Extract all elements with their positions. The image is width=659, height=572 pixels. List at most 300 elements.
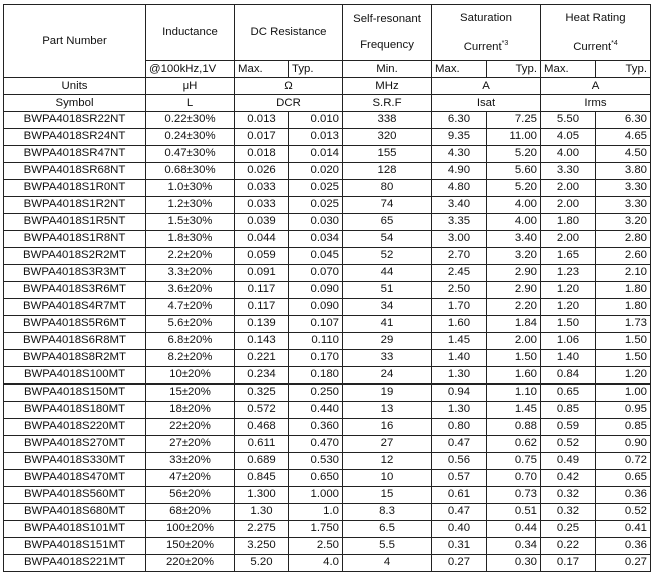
dcr-max-cell: 5.20 [235, 554, 289, 571]
dcr-max-cell: 1.300 [235, 486, 289, 503]
irms-typ-cell: 6.30 [596, 111, 651, 128]
header-srf-min: Min. [343, 60, 432, 77]
irms-max-cell: 0.32 [541, 503, 596, 520]
inductance-cell: 56±20% [146, 486, 235, 503]
dcr-typ-cell: 0.360 [289, 418, 343, 435]
units-dcr: Ω [235, 77, 343, 94]
isat-max-cell: 0.47 [432, 435, 487, 452]
header-srf-line1: Self-resonant [353, 13, 421, 26]
srf-cell: 320 [343, 128, 432, 145]
irms-max-cell: 0.32 [541, 486, 596, 503]
dcr-max-cell: 1.30 [235, 503, 289, 520]
srf-cell: 13 [343, 401, 432, 418]
irms-typ-cell: 2.10 [596, 264, 651, 281]
table-row [4, 247, 651, 264]
part-number-cell: BWPA4018S330MT [4, 452, 146, 469]
isat-max-cell: 0.27 [432, 554, 487, 571]
part-number-cell: BWPA4018S180MT [4, 401, 146, 418]
part-number-cell: BWPA4018S6R8MT [4, 332, 146, 349]
part-number-cell: BWPA4018S1R5NT [4, 213, 146, 230]
header-saturation-current: Current [463, 40, 502, 53]
table-row [4, 537, 651, 554]
dcr-typ-cell: 0.440 [289, 401, 343, 418]
srf-cell: 6.5 [343, 520, 432, 537]
dcr-max-cell: 0.468 [235, 418, 289, 435]
header-saturation-line1: Saturation [460, 12, 512, 24]
units-inductance: μH [146, 77, 235, 94]
srf-cell: 338 [343, 111, 432, 128]
dcr-typ-cell: 1.0 [289, 503, 343, 520]
dcr-max-cell: 0.039 [235, 213, 289, 230]
part-number-cell: BWPA4018S1R0NT [4, 179, 146, 196]
header-heat-line1: Heat Rating [565, 12, 626, 24]
table-row [4, 435, 651, 452]
symbol-srf: S.R.F [343, 94, 432, 111]
part-number-cell: BWPA4018SR22NT [4, 111, 146, 128]
dcr-max-cell: 0.091 [235, 264, 289, 281]
srf-cell: 12 [343, 452, 432, 469]
dcr-max-cell: 0.611 [235, 435, 289, 452]
irms-max-cell: 0.22 [541, 537, 596, 554]
table-row [4, 384, 651, 402]
isat-typ-cell: 1.10 [487, 384, 541, 402]
table-row [4, 111, 651, 128]
symbol-irms: Irms [541, 94, 651, 111]
part-number-cell: BWPA4018S1R2NT [4, 196, 146, 213]
isat-typ-cell: 3.20 [487, 247, 541, 264]
header-irms-max: Max. [541, 60, 596, 77]
part-number-cell: BWPA4018S4R7MT [4, 298, 146, 315]
dcr-typ-cell: 0.090 [289, 298, 343, 315]
units-isat: A [432, 77, 541, 94]
isat-max-cell: 0.40 [432, 520, 487, 537]
srf-cell: 52 [343, 247, 432, 264]
dcr-max-cell: 0.117 [235, 298, 289, 315]
isat-typ-cell: 5.20 [487, 179, 541, 196]
isat-typ-cell: 1.50 [487, 349, 541, 366]
dcr-typ-cell: 1.750 [289, 520, 343, 537]
header-inductance-condition: @100kHz,1V [146, 60, 235, 77]
dcr-typ-cell: 0.090 [289, 281, 343, 298]
irms-max-cell: 5.50 [541, 111, 596, 128]
inductance-cell: 18±20% [146, 401, 235, 418]
inductance-cell: 0.47±30% [146, 145, 235, 162]
symbol-label: Symbol [4, 94, 146, 111]
irms-typ-cell: 1.50 [596, 349, 651, 366]
irms-max-cell: 4.00 [541, 145, 596, 162]
header-srf [343, 5, 432, 61]
isat-typ-cell: 2.90 [487, 281, 541, 298]
isat-max-cell: 3.00 [432, 230, 487, 247]
dcr-max-cell: 0.572 [235, 401, 289, 418]
isat-typ-cell: 3.40 [487, 230, 541, 247]
dcr-typ-cell: 0.530 [289, 452, 343, 469]
isat-typ-cell: 7.25 [487, 111, 541, 128]
dcr-typ-cell: 0.030 [289, 213, 343, 230]
table-row [4, 179, 651, 196]
inductance-cell: 1.2±30% [146, 196, 235, 213]
srf-cell: 80 [343, 179, 432, 196]
isat-typ-cell: 1.45 [487, 401, 541, 418]
irms-typ-cell: 0.90 [596, 435, 651, 452]
dcr-max-cell: 0.018 [235, 145, 289, 162]
irms-max-cell: 3.30 [541, 162, 596, 179]
part-number-cell: BWPA4018SR47NT [4, 145, 146, 162]
irms-max-cell: 0.85 [541, 401, 596, 418]
inductance-cell: 10±20% [146, 366, 235, 384]
isat-typ-cell: 0.34 [487, 537, 541, 554]
irms-max-cell: 1.06 [541, 332, 596, 349]
irms-typ-cell: 1.50 [596, 332, 651, 349]
table-row [4, 418, 651, 435]
table-row [4, 401, 651, 418]
isat-max-cell: 4.30 [432, 145, 487, 162]
srf-cell: 54 [343, 230, 432, 247]
table-row [4, 486, 651, 503]
dcr-typ-cell: 0.110 [289, 332, 343, 349]
srf-cell: 44 [343, 264, 432, 281]
irms-typ-cell: 0.36 [596, 486, 651, 503]
dcr-max-cell: 0.689 [235, 452, 289, 469]
units-row [4, 77, 651, 94]
isat-typ-cell: 1.60 [487, 366, 541, 384]
isat-typ-cell: 5.60 [487, 162, 541, 179]
irms-typ-cell: 4.65 [596, 128, 651, 145]
srf-cell: 24 [343, 366, 432, 384]
table-row [4, 452, 651, 469]
part-number-cell: BWPA4018S100MT [4, 366, 146, 384]
inductance-cell: 0.68±30% [146, 162, 235, 179]
isat-max-cell: 2.70 [432, 247, 487, 264]
isat-typ-cell: 1.84 [487, 315, 541, 332]
dcr-max-cell: 2.275 [235, 520, 289, 537]
isat-max-cell: 2.45 [432, 264, 487, 281]
part-number-cell: BWPA4018S3R3MT [4, 264, 146, 281]
srf-cell: 41 [343, 315, 432, 332]
part-number-cell: BWPA4018S5R6MT [4, 315, 146, 332]
srf-cell: 34 [343, 298, 432, 315]
header-heat-rating [541, 5, 651, 61]
isat-typ-cell: 0.44 [487, 520, 541, 537]
isat-typ-cell: 0.73 [487, 486, 541, 503]
inductor-spec-table [3, 4, 651, 572]
header-dcr-max: Max. [235, 60, 289, 77]
units-srf: MHz [343, 77, 432, 94]
inductance-cell: 47±20% [146, 469, 235, 486]
isat-typ-cell: 4.00 [487, 196, 541, 213]
dcr-max-cell: 0.845 [235, 469, 289, 486]
spec-table-container [3, 4, 651, 572]
symbol-dcr: DCR [235, 94, 343, 111]
isat-max-cell: 1.30 [432, 366, 487, 384]
irms-typ-cell: 4.50 [596, 145, 651, 162]
header-inductance: Inductance [146, 5, 235, 61]
irms-typ-cell: 1.80 [596, 281, 651, 298]
inductance-cell: 33±20% [146, 452, 235, 469]
irms-max-cell: 4.05 [541, 128, 596, 145]
inductance-cell: 0.22±30% [146, 111, 235, 128]
part-number-cell: BWPA4018S150MT [4, 384, 146, 402]
isat-max-cell: 0.47 [432, 503, 487, 520]
part-number-cell: BWPA4018S560MT [4, 486, 146, 503]
isat-max-cell: 0.56 [432, 452, 487, 469]
inductance-cell: 27±20% [146, 435, 235, 452]
part-number-cell: BWPA4018S680MT [4, 503, 146, 520]
table-row [4, 145, 651, 162]
isat-typ-cell: 0.62 [487, 435, 541, 452]
irms-typ-cell: 3.30 [596, 196, 651, 213]
dcr-max-cell: 0.059 [235, 247, 289, 264]
irms-max-cell: 2.00 [541, 230, 596, 247]
dcr-max-cell: 0.033 [235, 179, 289, 196]
irms-max-cell: 0.49 [541, 452, 596, 469]
inductance-cell: 22±20% [146, 418, 235, 435]
dcr-typ-cell: 0.250 [289, 384, 343, 402]
isat-max-cell: 0.61 [432, 486, 487, 503]
table-row [4, 332, 651, 349]
irms-typ-cell: 0.27 [596, 554, 651, 571]
table-row [4, 315, 651, 332]
dcr-typ-cell: 0.170 [289, 349, 343, 366]
irms-max-cell: 0.84 [541, 366, 596, 384]
isat-typ-cell: 2.20 [487, 298, 541, 315]
irms-max-cell: 1.80 [541, 213, 596, 230]
dcr-typ-cell: 0.650 [289, 469, 343, 486]
irms-typ-cell: 0.85 [596, 418, 651, 435]
irms-max-cell: 1.50 [541, 315, 596, 332]
inductance-cell: 150±20% [146, 537, 235, 554]
header-srf-line2: Frequency [360, 39, 414, 52]
isat-max-cell: 2.50 [432, 281, 487, 298]
dcr-typ-cell: 0.010 [289, 111, 343, 128]
srf-cell: 65 [343, 213, 432, 230]
irms-typ-cell: 0.72 [596, 452, 651, 469]
irms-max-cell: 0.65 [541, 384, 596, 402]
irms-typ-cell: 0.41 [596, 520, 651, 537]
dcr-max-cell: 0.143 [235, 332, 289, 349]
dcr-max-cell: 0.325 [235, 384, 289, 402]
header-part-number: Part Number [4, 5, 146, 78]
table-row [4, 162, 651, 179]
part-number-cell: BWPA4018S2R2MT [4, 247, 146, 264]
isat-max-cell: 1.70 [432, 298, 487, 315]
isat-max-cell: 0.94 [432, 384, 487, 402]
dcr-typ-cell: 0.107 [289, 315, 343, 332]
irms-typ-cell: 2.60 [596, 247, 651, 264]
dcr-max-cell: 0.033 [235, 196, 289, 213]
irms-max-cell: 1.65 [541, 247, 596, 264]
dcr-typ-cell: 0.470 [289, 435, 343, 452]
table-row [4, 366, 651, 384]
header-saturation [432, 5, 541, 61]
isat-max-cell: 6.30 [432, 111, 487, 128]
dcr-typ-cell: 0.025 [289, 196, 343, 213]
dcr-typ-cell: 0.020 [289, 162, 343, 179]
inductance-cell: 15±20% [146, 384, 235, 402]
irms-max-cell: 2.00 [541, 179, 596, 196]
isat-typ-cell: 0.88 [487, 418, 541, 435]
srf-cell: 27 [343, 435, 432, 452]
isat-typ-cell: 2.00 [487, 332, 541, 349]
irms-typ-cell: 3.20 [596, 213, 651, 230]
part-number-cell: BWPA4018S220MT [4, 418, 146, 435]
irms-typ-cell: 0.65 [596, 469, 651, 486]
table-row [4, 281, 651, 298]
table-row [4, 264, 651, 281]
isat-max-cell: 3.40 [432, 196, 487, 213]
isat-max-cell: 9.35 [432, 128, 487, 145]
irms-max-cell: 0.17 [541, 554, 596, 571]
part-number-cell: BWPA4018S101MT [4, 520, 146, 537]
isat-max-cell: 0.57 [432, 469, 487, 486]
irms-max-cell: 0.25 [541, 520, 596, 537]
header-isat-typ: Typ. [487, 60, 541, 77]
dcr-max-cell: 0.017 [235, 128, 289, 145]
inductance-cell: 3.6±20% [146, 281, 235, 298]
inductance-cell: 8.2±20% [146, 349, 235, 366]
header-isat-max: Max. [432, 60, 487, 77]
part-number-cell: BWPA4018S1R8NT [4, 230, 146, 247]
irms-typ-cell: 3.80 [596, 162, 651, 179]
isat-typ-cell: 2.90 [487, 264, 541, 281]
header-heat-current: Current [573, 40, 612, 53]
isat-max-cell: 1.40 [432, 349, 487, 366]
dcr-typ-cell: 0.180 [289, 366, 343, 384]
isat-typ-cell: 0.30 [487, 554, 541, 571]
isat-typ-cell: 5.20 [487, 145, 541, 162]
irms-typ-cell: 3.30 [596, 179, 651, 196]
isat-typ-cell: 4.00 [487, 213, 541, 230]
isat-max-cell: 1.45 [432, 332, 487, 349]
table-row [4, 230, 651, 247]
irms-typ-cell: 0.36 [596, 537, 651, 554]
dcr-max-cell: 0.013 [235, 111, 289, 128]
isat-max-cell: 4.80 [432, 179, 487, 196]
table-row [4, 349, 651, 366]
inductance-cell: 100±20% [146, 520, 235, 537]
footnote-ref-3: *3 [501, 40, 509, 47]
table-row [4, 503, 651, 520]
dcr-typ-cell: 1.000 [289, 486, 343, 503]
srf-cell: 4 [343, 554, 432, 571]
table-row [4, 298, 651, 315]
spec-table-body [4, 111, 651, 571]
part-number-cell: BWPA4018SR24NT [4, 128, 146, 145]
part-number-cell: BWPA4018S8R2MT [4, 349, 146, 366]
irms-max-cell: 1.20 [541, 298, 596, 315]
table-row [4, 554, 651, 571]
isat-typ-cell: 0.51 [487, 503, 541, 520]
inductance-cell: 5.6±20% [146, 315, 235, 332]
header-heat-line2 [544, 31, 647, 60]
irms-typ-cell: 2.80 [596, 230, 651, 247]
srf-cell: 16 [343, 418, 432, 435]
dcr-max-cell: 0.139 [235, 315, 289, 332]
irms-typ-cell: 1.73 [596, 315, 651, 332]
header-dcr-typ: Typ. [289, 60, 343, 77]
table-row [4, 469, 651, 486]
symbol-row [4, 94, 651, 111]
inductance-cell: 1.5±30% [146, 213, 235, 230]
irms-max-cell: 0.52 [541, 435, 596, 452]
header-row-top [4, 5, 651, 61]
isat-typ-cell: 0.75 [487, 452, 541, 469]
irms-max-cell: 2.00 [541, 196, 596, 213]
dcr-typ-cell: 0.013 [289, 128, 343, 145]
dcr-max-cell: 0.044 [235, 230, 289, 247]
isat-max-cell: 0.80 [432, 418, 487, 435]
inductance-cell: 4.7±20% [146, 298, 235, 315]
srf-cell: 29 [343, 332, 432, 349]
irms-max-cell: 0.59 [541, 418, 596, 435]
isat-max-cell: 1.30 [432, 401, 487, 418]
isat-max-cell: 1.60 [432, 315, 487, 332]
part-number-cell: BWPA4018SR68NT [4, 162, 146, 179]
irms-max-cell: 1.20 [541, 281, 596, 298]
srf-cell: 8.3 [343, 503, 432, 520]
srf-cell: 128 [343, 162, 432, 179]
units-irms: A [541, 77, 651, 94]
dcr-typ-cell: 0.045 [289, 247, 343, 264]
inductance-cell: 0.24±30% [146, 128, 235, 145]
inductance-cell: 1.0±30% [146, 179, 235, 196]
units-label: Units [4, 77, 146, 94]
irms-typ-cell: 1.20 [596, 366, 651, 384]
dcr-max-cell: 0.026 [235, 162, 289, 179]
part-number-cell: BWPA4018S221MT [4, 554, 146, 571]
part-number-cell: BWPA4018S3R6MT [4, 281, 146, 298]
srf-cell: 155 [343, 145, 432, 162]
part-number-cell: BWPA4018S470MT [4, 469, 146, 486]
irms-typ-cell: 1.00 [596, 384, 651, 402]
srf-cell: 33 [343, 349, 432, 366]
table-row [4, 128, 651, 145]
inductance-cell: 3.3±20% [146, 264, 235, 281]
irms-max-cell: 1.23 [541, 264, 596, 281]
dcr-max-cell: 0.234 [235, 366, 289, 384]
symbol-inductance: L [146, 94, 235, 111]
table-row [4, 196, 651, 213]
isat-max-cell: 0.31 [432, 537, 487, 554]
srf-cell: 15 [343, 486, 432, 503]
srf-cell: 51 [343, 281, 432, 298]
isat-max-cell: 4.90 [432, 162, 487, 179]
srf-cell: 74 [343, 196, 432, 213]
part-number-cell: BWPA4018S270MT [4, 435, 146, 452]
footnote-ref-4: *4 [611, 40, 618, 47]
table-row [4, 520, 651, 537]
inductance-cell: 68±20% [146, 503, 235, 520]
symbol-isat: Isat [432, 94, 541, 111]
irms-max-cell: 1.40 [541, 349, 596, 366]
dcr-typ-cell: 2.50 [289, 537, 343, 554]
header-dc-resistance: DC Resistance [235, 5, 343, 61]
part-number-cell: BWPA4018S151MT [4, 537, 146, 554]
dcr-typ-cell: 0.014 [289, 145, 343, 162]
dcr-max-cell: 3.250 [235, 537, 289, 554]
inductance-cell: 1.8±30% [146, 230, 235, 247]
inductance-cell: 2.2±20% [146, 247, 235, 264]
isat-max-cell: 3.35 [432, 213, 487, 230]
inductance-cell: 220±20% [146, 554, 235, 571]
header-saturation-line2 [435, 31, 537, 60]
dcr-max-cell: 0.117 [235, 281, 289, 298]
srf-cell: 5.5 [343, 537, 432, 554]
header-irms-typ: Typ. [596, 60, 651, 77]
dcr-typ-cell: 4.0 [289, 554, 343, 571]
irms-typ-cell: 0.95 [596, 401, 651, 418]
dcr-typ-cell: 0.025 [289, 179, 343, 196]
